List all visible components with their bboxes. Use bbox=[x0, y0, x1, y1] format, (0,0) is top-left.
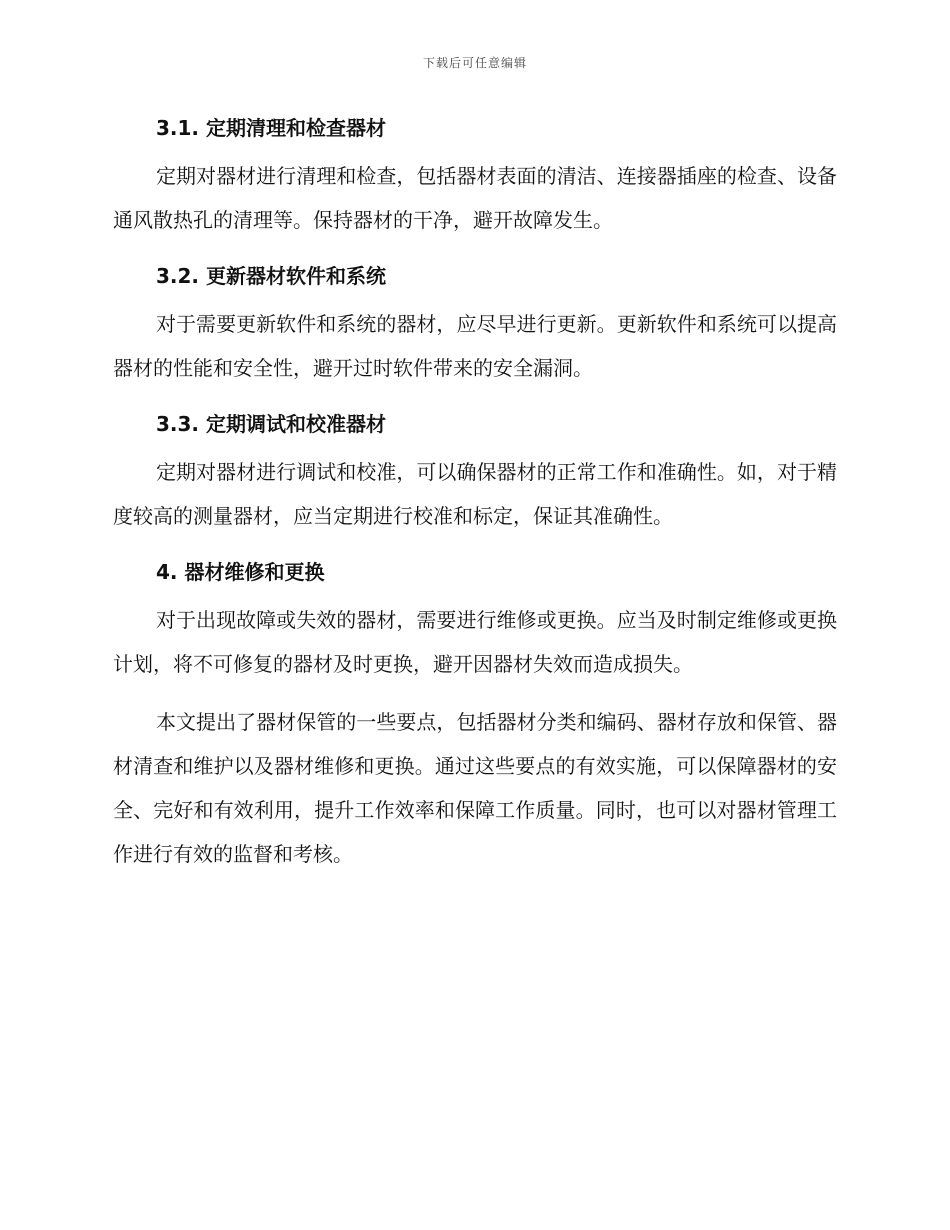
section-4 bbox=[113, 552, 837, 700]
section-heading: 4. 器材维修和更换 bbox=[156, 560, 325, 584]
page-header: 下载后可任意编辑 bbox=[422, 56, 527, 70]
document-body bbox=[113, 108, 837, 876]
section-paragraph: 定期对器材进行清理和检查，包括器材表面的清洁、连接器插座的检查、设备通风散热孔的清理等。保持器材的干净，避开故障发生。 bbox=[113, 164, 837, 232]
section-heading: 3.2. 更新器材软件和系统 bbox=[156, 264, 386, 288]
section-heading: 3.1. 定期清理和检查器材 bbox=[156, 116, 386, 140]
section-paragraph: 对于出现故障或失效的器材，需要进行维修或更换。应当及时制定维修或更换计划，将不可修复的器材及时更换，避开因器材失效而造成损失。 bbox=[113, 608, 837, 676]
section-paragraph: 定期对器材进行调试和校准，可以确保器材的正常工作和准确性。如，对于精度较高的测量器材，应当定期进行校准和标定，保证其准确性。 bbox=[113, 460, 837, 528]
conclusion-paragraph: 本文提出了器材保管的一些要点，包括器材分类和编码、器材存放和保管、器材清查和维护以及器材维修和更换。通过这些要点的有效实施，可以保障器材的安全、完好和有效利用，提升工作效率和保障工作质量。同时，也可以对器材管理工作进行有效的监督和考核。 bbox=[113, 710, 837, 866]
section-3-2 bbox=[113, 256, 837, 404]
section-3-3 bbox=[113, 404, 837, 552]
section-3-1 bbox=[113, 108, 837, 256]
section-paragraph: 对于需要更新软件和系统的器材，应尽早进行更新。更新软件和系统可以提高器材的性能和安全性，避开过时软件带来的安全漏洞。 bbox=[113, 312, 837, 380]
section-heading: 3.3. 定期调试和校准器材 bbox=[156, 412, 386, 436]
